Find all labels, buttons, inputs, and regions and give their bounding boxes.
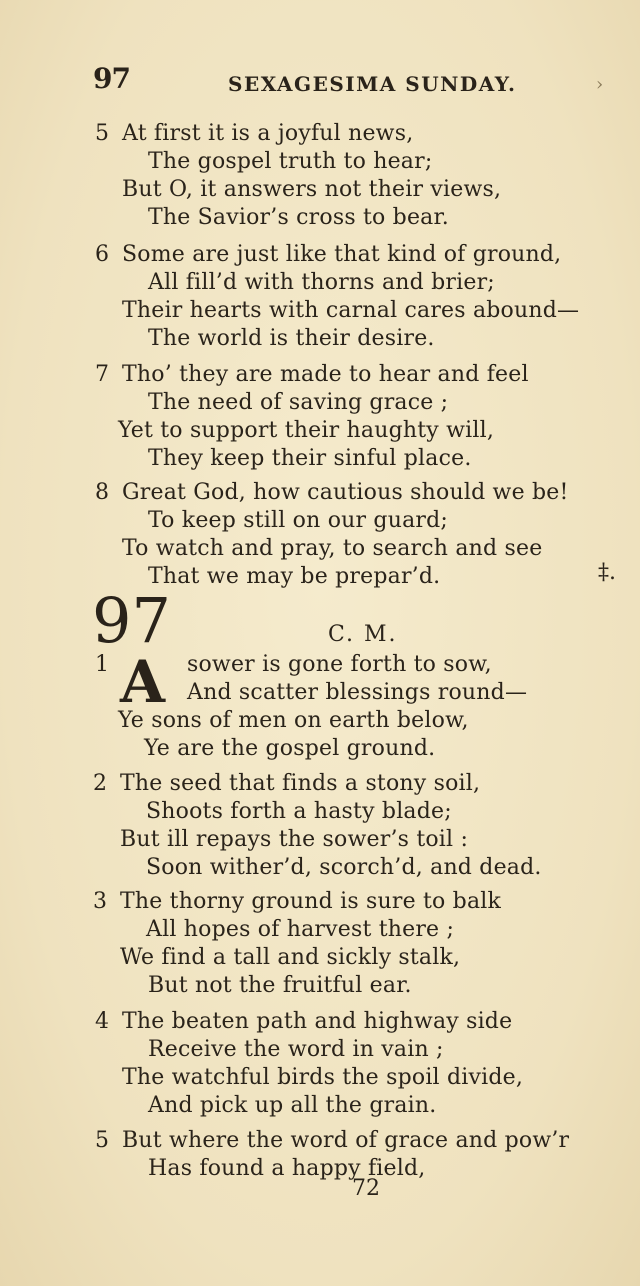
verse-line: Some are just like that kind of ground,	[122, 242, 562, 267]
verse-line: The Savior’s cross to bear.	[148, 205, 449, 230]
verse-line: Great God, how cautious should we be!	[122, 480, 569, 505]
verse-line: The seed that finds a stony soil,	[120, 771, 481, 796]
verse-line: But not the fruitful ear.	[148, 973, 412, 998]
drop-cap: A	[120, 648, 166, 716]
verse-number: 5	[95, 1128, 109, 1153]
verse-number: 8	[95, 480, 109, 505]
verse-line: Yet to support their haughty will,	[118, 418, 495, 443]
folio-number: 72	[352, 1176, 380, 1201]
verse-line: They keep their sinful place.	[148, 446, 472, 471]
verse-line: To watch and pray, to search and see	[122, 536, 543, 561]
hymn-number: 97	[92, 584, 171, 657]
verse-line: We find a tall and sickly stalk,	[120, 945, 461, 970]
verse-line: But ill repays the sower’s toil :	[120, 827, 469, 852]
verse-line: Ye sons of men on earth below,	[118, 708, 469, 733]
verse-number: 1	[95, 652, 109, 677]
verse-line: All hopes of harvest there ;	[146, 917, 455, 942]
running-title: SEXAGESIMA SUNDAY.	[228, 72, 517, 96]
verse-line: But where the word of grace and pow’r	[122, 1128, 570, 1153]
verse-number: 6	[95, 242, 109, 267]
verse-line: The world is their desire.	[148, 326, 435, 351]
verse-line: The gospel truth to hear;	[148, 149, 433, 174]
signature-mark: ‡.	[598, 560, 616, 585]
page-number: 97	[93, 62, 130, 95]
verse-line: Their hearts with carnal cares abound—	[122, 298, 580, 323]
verse-line: The thorny ground is sure to balk	[120, 889, 502, 914]
verse-line: Tho’ they are made to hear and feel	[122, 362, 529, 387]
verse-line: Ye are the gospel ground.	[144, 736, 436, 761]
verse-line: Has found a happy field,	[148, 1156, 426, 1181]
verse-line: Soon wither’d, scorch’d, and dead.	[146, 855, 542, 880]
verse-line: To keep still on our guard;	[148, 508, 448, 533]
verse-line: But O, it answers not their views,	[122, 177, 502, 202]
verse-line: The watchful birds the spoil divide,	[122, 1065, 524, 1090]
verse-line: The beaten path and highway side	[122, 1009, 513, 1034]
verse-number: 7	[95, 362, 109, 387]
verse-line: The need of saving grace ;	[148, 390, 449, 415]
verse-line: At first it is a joyful news,	[122, 121, 414, 146]
verse-line: sower is gone forth to sow,	[187, 652, 492, 677]
verse-number: 2	[93, 771, 107, 796]
verse-line: And pick up all the grain.	[148, 1093, 437, 1118]
verse-line: And scatter blessings round—	[187, 680, 528, 705]
corner-mark: ›	[596, 74, 604, 95]
verse-number: 4	[95, 1009, 109, 1034]
verse-line: All fill’d with thorns and brier;	[148, 270, 495, 295]
verse-number: 3	[93, 889, 107, 914]
verse-line: Receive the word in vain ;	[148, 1037, 444, 1062]
verse-line: That we may be prepar’d.	[148, 564, 441, 589]
verse-number: 5	[95, 121, 109, 146]
verse-line: Shoots forth a hasty blade;	[146, 799, 452, 824]
hymn-meter: C. M.	[328, 622, 398, 647]
